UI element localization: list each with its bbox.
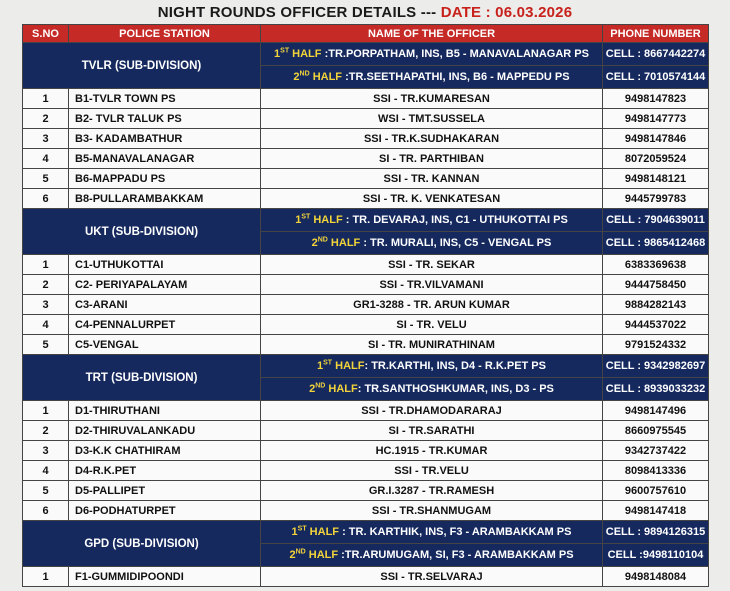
half-officer-text: :TR.PORPATHAM, INS, B5 - MANAVALANAGAR PS — [324, 48, 589, 60]
row-phone: 9791524332 — [603, 335, 709, 355]
half-label: HALF — [306, 526, 343, 538]
half-cell-number: CELL :9498110104 — [603, 544, 709, 567]
row-officer: SSI - TR.K.SUDHAKARAN — [261, 129, 603, 149]
half-cell-number: CELL : 7010574144 — [603, 66, 709, 89]
half-duty-officer — [261, 66, 603, 89]
row-sno: 5 — [23, 335, 69, 355]
row-phone: 9498148121 — [603, 169, 709, 189]
row-officer: SI - TR. MUNIRATHINAM — [261, 335, 603, 355]
half-label: HALF — [309, 71, 346, 83]
half-ordinal: 1 — [274, 48, 281, 60]
half-duty-officer — [261, 43, 603, 66]
row-officer: HC.1915 - TR.KUMAR — [261, 441, 603, 461]
header-station: POLICE STATION — [69, 25, 261, 43]
row-police-station: B1-TVLR TOWN PS — [69, 89, 261, 109]
half-cell-number: CELL : 8667442274 — [603, 43, 709, 66]
row-police-station: B8-PULLARAMBAKKAM — [69, 189, 261, 209]
row-sno: 5 — [23, 481, 69, 501]
half-duty-officer — [261, 232, 603, 255]
table-row — [23, 501, 709, 521]
half-ordinal: 2 — [311, 237, 318, 249]
half-cell-number: CELL : 9342982697 — [603, 355, 709, 378]
half-officer-text: :TR.ARUMUGAM, SI, F3 - ARAMBAKKAM PS — [341, 549, 574, 561]
half-ordinal-suffix: ND — [317, 236, 328, 244]
row-police-station: B3- KADAMBATHUR — [69, 129, 261, 149]
officer-table — [22, 24, 709, 587]
row-officer: SSI - TR. SEKAR — [261, 255, 603, 275]
half-duty-officer — [261, 521, 603, 544]
row-sno: 2 — [23, 275, 69, 295]
row-phone: 9498147846 — [603, 129, 709, 149]
row-phone: 9444537022 — [603, 315, 709, 335]
table-row — [23, 149, 709, 169]
row-phone: 9498147496 — [603, 401, 709, 421]
row-phone: 8660975545 — [603, 421, 709, 441]
row-phone: 9884282143 — [603, 295, 709, 315]
row-officer: SI - TR.SARATHI — [261, 421, 603, 441]
row-phone: 9342737422 — [603, 441, 709, 461]
half-ordinal: 1 — [295, 214, 302, 226]
table-row — [23, 109, 709, 129]
subdivision-row — [23, 209, 709, 232]
half-ordinal-suffix: ST — [323, 359, 333, 367]
row-police-station: C4-PENNALURPET — [69, 315, 261, 335]
row-police-station: B6-MAPPADU PS — [69, 169, 261, 189]
row-phone: 9498148084 — [603, 567, 709, 587]
row-officer: WSI - TMT.SUSSELA — [261, 109, 603, 129]
half-ordinal: 1 — [291, 526, 298, 538]
row-officer: SI - TR. VELU — [261, 315, 603, 335]
half-officer-text: : TR. MURALI, INS, C5 - VENGAL PS — [363, 237, 552, 249]
subdivision-row — [23, 521, 709, 544]
half-label: HALF — [310, 214, 346, 226]
subdivision-name: TVLR (SUB-DIVISION) — [23, 43, 261, 89]
half-ordinal-suffix: ND — [299, 70, 310, 78]
row-sno: 5 — [23, 169, 69, 189]
row-officer: SSI - TR.SHANMUGAM — [261, 501, 603, 521]
row-officer: GR.I.3287 - TR.RAMESH — [261, 481, 603, 501]
row-sno: 4 — [23, 461, 69, 481]
row-sno: 6 — [23, 501, 69, 521]
header-phone: PHONE NUMBER — [603, 25, 709, 43]
half-ordinal-suffix: ND — [295, 548, 306, 556]
subdivision-name: GPD (SUB-DIVISION) — [23, 521, 261, 567]
table-row — [23, 567, 709, 587]
row-phone: 6383369638 — [603, 255, 709, 275]
half-ordinal: 2 — [309, 383, 316, 395]
table-row — [23, 89, 709, 109]
half-officer-text: :TR.SEETHAPATHI, INS, B6 - MAPPEDU PS — [345, 71, 570, 83]
half-ordinal-suffix: ST — [297, 525, 307, 533]
row-phone: 9498147773 — [603, 109, 709, 129]
half-cell-number: CELL : 9865412468 — [603, 232, 709, 255]
row-police-station: C3-ARANI — [69, 295, 261, 315]
row-phone: 9445799783 — [603, 189, 709, 209]
header-row — [23, 25, 709, 43]
half-cell-number: CELL : 9894126315 — [603, 521, 709, 544]
row-officer: SI - TR. PARTHIBAN — [261, 149, 603, 169]
half-officer-text: : TR. KARTHIK, INS, F3 - ARAMBAKKAM PS — [342, 526, 572, 538]
row-sno: 2 — [23, 109, 69, 129]
row-phone: 9498147823 — [603, 89, 709, 109]
row-sno: 3 — [23, 129, 69, 149]
row-sno: 2 — [23, 421, 69, 441]
subdivision-row — [23, 43, 709, 66]
row-police-station: D6-PODHATURPET — [69, 501, 261, 521]
table-row — [23, 275, 709, 295]
row-phone: 9600757610 — [603, 481, 709, 501]
half-label: HALF — [327, 237, 364, 249]
half-ordinal: 2 — [289, 549, 296, 561]
half-duty-officer — [261, 378, 603, 401]
table-row — [23, 315, 709, 335]
row-officer: GR1-3288 - TR. ARUN KUMAR — [261, 295, 603, 315]
half-officer-text: : TR.SANTHOSHKUMAR, INS, D3 - PS — [357, 383, 554, 395]
row-sno: 4 — [23, 149, 69, 169]
half-duty-officer — [261, 544, 603, 567]
row-phone: 8072059524 — [603, 149, 709, 169]
row-officer: SSI - TR.DHAMODARARAJ — [261, 401, 603, 421]
half-label: HALF — [325, 383, 358, 395]
row-phone: 9444758450 — [603, 275, 709, 295]
table-row — [23, 441, 709, 461]
half-duty-officer — [261, 355, 603, 378]
row-phone: 8098413336 — [603, 461, 709, 481]
half-officer-text: : TR. DEVARAJ, INS, C1 - UTHUKOTTAI PS — [345, 214, 568, 226]
half-ordinal-suffix: ST — [280, 47, 290, 55]
half-ordinal: 2 — [293, 71, 300, 83]
row-sno: 1 — [23, 401, 69, 421]
row-police-station: D3-K.K CHATHIRAM — [69, 441, 261, 461]
row-police-station: D1-THIRUTHANI — [69, 401, 261, 421]
half-cell-number: CELL : 8939033232 — [603, 378, 709, 401]
row-police-station: B5-MANAVALANAGAR — [69, 149, 261, 169]
half-label: HALF — [305, 549, 342, 561]
subdivision-name: UKT (SUB-DIVISION) — [23, 209, 261, 255]
row-officer: SSI - TR. KANNAN — [261, 169, 603, 189]
header-sno: S.NO — [23, 25, 69, 43]
table-row — [23, 481, 709, 501]
half-ordinal-suffix: ND — [315, 382, 326, 390]
row-sno: 6 — [23, 189, 69, 209]
row-police-station: F1-GUMMIDIPOONDI — [69, 567, 261, 587]
page-title — [0, 0, 730, 26]
table-row — [23, 401, 709, 421]
half-duty-officer — [261, 209, 603, 232]
header-officer: NAME OF THE OFFICER — [261, 25, 603, 43]
row-police-station: C1-UTHUKOTTAI — [69, 255, 261, 275]
table-row — [23, 461, 709, 481]
row-sno: 1 — [23, 89, 69, 109]
table-row — [23, 169, 709, 189]
title-date: DATE : 06.03.2026 — [440, 4, 573, 21]
row-officer: SSI - TR.VELU — [261, 461, 603, 481]
table-row — [23, 129, 709, 149]
row-sno: 3 — [23, 295, 69, 315]
row-police-station: D5-PALLIPET — [69, 481, 261, 501]
table-row — [23, 421, 709, 441]
row-officer: SSI - TR. K. VENKATESAN — [261, 189, 603, 209]
table-row — [23, 255, 709, 275]
subdivision-name: TRT (SUB-DIVISION) — [23, 355, 261, 401]
row-sno: 1 — [23, 567, 69, 587]
table-row — [23, 295, 709, 315]
half-cell-number: CELL : 7904639011 — [603, 209, 709, 232]
half-ordinal: 1 — [317, 360, 324, 372]
subdivision-row — [23, 355, 709, 378]
row-sno: 1 — [23, 255, 69, 275]
table-row — [23, 189, 709, 209]
row-phone: 9498147418 — [603, 501, 709, 521]
row-police-station: C5-VENGAL — [69, 335, 261, 355]
half-label: HALF — [289, 48, 325, 60]
half-officer-text: : TR.KARTHI, INS, D4 - R.K.PET PS — [364, 360, 546, 372]
row-officer: SSI - TR.KUMARESAN — [261, 89, 603, 109]
row-sno: 4 — [23, 315, 69, 335]
row-police-station: D4-R.K.PET — [69, 461, 261, 481]
row-police-station: D2-THIRUVALANKADU — [69, 421, 261, 441]
row-officer: SSI - TR.SELVARAJ — [261, 567, 603, 587]
half-label: HALF — [332, 360, 365, 372]
half-ordinal-suffix: ST — [301, 213, 311, 221]
table-body — [23, 43, 709, 587]
row-police-station: C2- PERIYAPALAYAM — [69, 275, 261, 295]
table-row — [23, 335, 709, 355]
row-sno: 3 — [23, 441, 69, 461]
row-police-station: B2- TVLR TALUK PS — [69, 109, 261, 129]
title-prefix: NIGHT ROUNDS OFFICER DETAILS --- — [157, 4, 437, 21]
row-officer: SSI - TR.VILVAMANI — [261, 275, 603, 295]
